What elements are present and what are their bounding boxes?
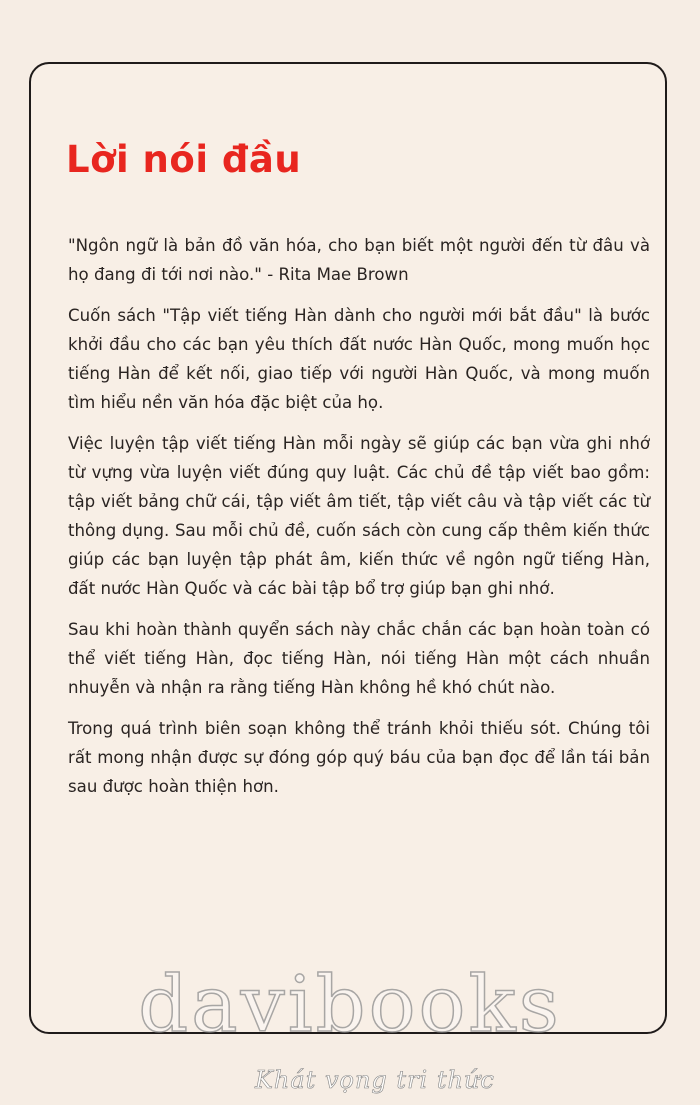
watermark-brand: davibooks	[138, 960, 562, 1050]
watermark	[0, 960, 700, 1094]
watermark-tagline: Khát vọng tri thức	[255, 1066, 495, 1094]
paragraph-outcome: Sau khi hoàn thành quyển sách này chắc chắn các bạn hoàn toàn có thể viết tiếng Hàn, đọc tiếng Hàn, nói tiếng Hàn một cách nhuần nhuyễn và nhận ra rằng tiếng Hàn không hề khó chút nào.	[68, 620, 650, 697]
paragraph-intro: Cuốn sách "Tập viết tiếng Hàn dành cho người mới bắt đầu" là bước khởi đầu cho các bạn yêu thích đất nước Hàn Quốc, mong muốn học tiếng Hàn để kết nối, giao tiếp với người Hàn Quốc, và mong muốn tìm hiểu nền văn hóa đặc biệt của họ.	[68, 306, 650, 412]
paragraph-practice: Việc luyện tập viết tiếng Hàn mỗi ngày sẽ giúp các bạn vừa ghi nhớ từ vựng vừa luyện viết đúng quy luật. Các chủ đề tập viết bao gồm: tập viết bảng chữ cái, tập viết âm tiết, tập viết câu và tập viết các từ thông dụng. Sau mỗi chủ đề, cuốn sách còn cung cấp thêm kiến thức giúp các bạn luyện tập phát âm, kiến thức về ngôn ngữ tiếng Hàn, đất nước Hàn Quốc và các bài tập bổ trợ giúp bạn ghi nhớ.	[68, 434, 650, 598]
paragraph-closing: Trong quá trình biên soạn không thể tránh khỏi thiếu sót. Chúng tôi rất mong nhận được sự đóng góp quý báu của bạn đọc để lần tái bản sau được hoàn thiện hơn.	[68, 719, 650, 796]
paragraph-quote: "Ngôn ngữ là bản đồ văn hóa, cho bạn biết một người đến từ đâu và họ đang đi tới nơi nào." - Rita Mae Brown	[68, 236, 650, 284]
page-title: Lời nói đầu	[66, 138, 302, 181]
preface-body	[68, 231, 650, 813]
